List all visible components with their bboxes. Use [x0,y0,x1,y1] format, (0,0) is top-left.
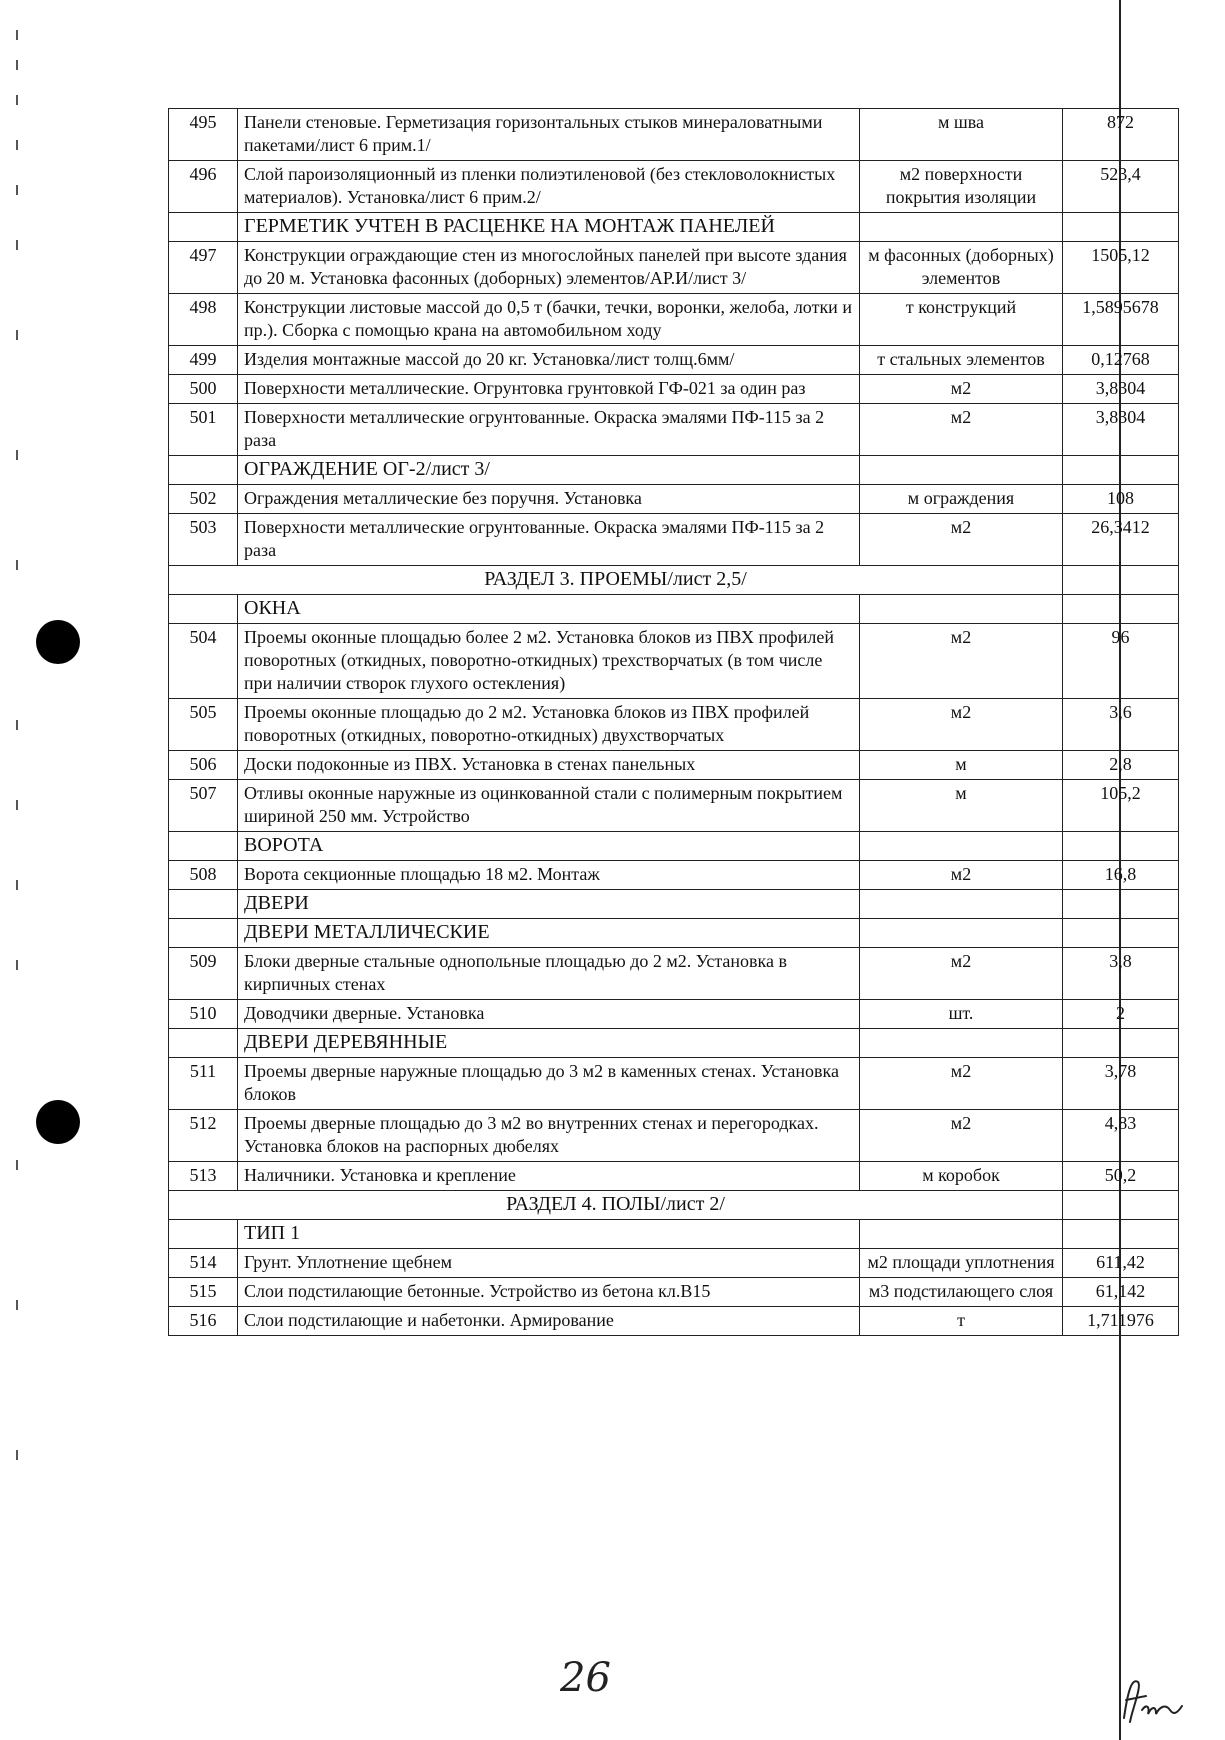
empty-cell [169,595,238,624]
table-row [169,161,1179,213]
item-description: Отливы оконные наружные из оцинкованной стали с полимерным покрытием шириной 250 мм. Устройство [238,780,860,832]
item-number: 501 [169,404,238,456]
item-description: Конструкции листовые массой до 0,5 т (бачки, течки, воронки, желоба, лотки и пр.). Сборка с помощью крана на автомобильном ходу [238,294,860,346]
subheading-text: ОКНА [238,595,860,624]
table-row [169,242,1179,294]
table-row [169,861,1179,890]
item-unit: м2 [860,375,1063,404]
table-row [169,948,1179,1000]
item-description: Слой пароизоляционный из пленки полиэтиленовой (без стекловолокнистых материалов). Установка/лист 6 прим.2/ [238,161,860,213]
empty-cell [169,919,238,948]
item-quantity: 523,4 [1063,161,1179,213]
item-number: 505 [169,699,238,751]
margin-mark [16,1450,18,1460]
empty-cell [860,595,1063,624]
item-number: 500 [169,375,238,404]
empty-cell [860,919,1063,948]
item-description: Грунт. Уплотнение щебнем [238,1249,860,1278]
punch-hole-icon [36,1100,80,1144]
item-description: Проемы оконные площадью до 2 м2. Установка блоков из ПВХ профилей поворотных (откидных, поворотно-откидных) двухстворчатых [238,699,860,751]
empty-cell [1063,1029,1179,1058]
margin-mark [16,140,18,150]
table-row [169,1162,1179,1191]
subheading-text: ТИП 1 [238,1220,860,1249]
margin-mark [16,330,18,340]
item-quantity: 26,3412 [1063,514,1179,566]
item-description: Слои подстилающие и набетонки. Армирование [238,1307,860,1336]
item-number: 512 [169,1110,238,1162]
margin-mark [16,880,18,890]
item-description: Поверхности металлические. Огрунтовка грунтовкой ГФ-021 за один раз [238,375,860,404]
table-row [169,1249,1179,1278]
table-row [169,751,1179,780]
page-number: 26 [560,1655,611,1701]
item-unit: м2 площади уплотнения [860,1249,1063,1278]
item-number: 508 [169,861,238,890]
item-number: 513 [169,1162,238,1191]
margin-mark [16,450,18,460]
margin-mark [16,800,18,810]
empty-cell [860,1029,1063,1058]
empty-cell [169,213,238,242]
subheading-row [169,456,1179,485]
item-unit: м2 [860,514,1063,566]
item-quantity: 3,8304 [1063,404,1179,456]
item-description: Блоки дверные стальные однопольные площадью до 2 м2. Установка в кирпичных стенах [238,948,860,1000]
item-quantity: 2,8 [1063,751,1179,780]
item-quantity: 611,42 [1063,1249,1179,1278]
empty-cell [860,456,1063,485]
item-unit: м фасонных (доборных) элементов [860,242,1063,294]
item-unit: м2 [860,861,1063,890]
table-row [169,109,1179,161]
empty-cell [1063,566,1179,595]
item-quantity: 2 [1063,1000,1179,1029]
item-unit: м2 [860,404,1063,456]
item-number: 516 [169,1307,238,1336]
subheading-row [169,595,1179,624]
margin-mark [16,720,18,730]
table-row [169,485,1179,514]
estimate-table [168,108,1179,1336]
item-number: 514 [169,1249,238,1278]
item-number: 503 [169,514,238,566]
table-row [169,1110,1179,1162]
item-quantity: 3,8 [1063,948,1179,1000]
item-quantity: 50,2 [1063,1162,1179,1191]
subheading-text: ОГРАЖДЕНИЕ ОГ-2/лист 3/ [238,456,860,485]
item-description: Проемы дверные наружные площадью до 3 м2 в каменных стенах. Установка блоков [238,1058,860,1110]
table-row [169,780,1179,832]
table-row [169,1000,1179,1029]
item-number: 502 [169,485,238,514]
item-quantity: 0,12768 [1063,346,1179,375]
punch-hole-icon [36,620,80,664]
item-description: Поверхности металлические огрунтованные. Окраска эмалями ПФ-115 за 2 раза [238,514,860,566]
item-quantity: 3,8304 [1063,375,1179,404]
item-description: Проемы дверные площадью до 3 м2 во внутренних стенах и перегородках. Установка блоков на распорных дюбелях [238,1110,860,1162]
empty-cell [1063,1191,1179,1220]
empty-cell [1063,919,1179,948]
item-unit: т [860,1307,1063,1336]
item-unit: т стальных элементов [860,346,1063,375]
empty-cell [169,1029,238,1058]
table-row [169,1058,1179,1110]
item-unit: м2 [860,699,1063,751]
item-quantity: 872 [1063,109,1179,161]
margin-mark [16,185,18,195]
item-number: 495 [169,109,238,161]
item-unit: шт. [860,1000,1063,1029]
item-description: Ограждения металлические без поручня. Установка [238,485,860,514]
item-description: Изделия монтажные массой до 20 кг. Установка/лист толщ.6мм/ [238,346,860,375]
subheading-text: ВОРОТА [238,832,860,861]
table-row [169,404,1179,456]
empty-cell [1063,890,1179,919]
item-unit: м [860,780,1063,832]
subheading-row [169,1220,1179,1249]
item-number: 504 [169,624,238,699]
item-number: 507 [169,780,238,832]
item-unit: м шва [860,109,1063,161]
empty-cell [860,890,1063,919]
item-number: 497 [169,242,238,294]
empty-cell [1063,832,1179,861]
empty-cell [1063,595,1179,624]
item-description: Доводчики дверные. Установка [238,1000,860,1029]
empty-cell [1063,456,1179,485]
item-unit: м3 подстилающего слоя [860,1278,1063,1307]
item-unit: т конструкций [860,294,1063,346]
item-unit: м2 [860,1110,1063,1162]
item-unit: м коробок [860,1162,1063,1191]
empty-cell [860,1220,1063,1249]
table-row [169,514,1179,566]
empty-cell [1063,1220,1179,1249]
item-quantity: 108 [1063,485,1179,514]
item-quantity: 96 [1063,624,1179,699]
subheading-row [169,213,1179,242]
margin-mark [16,960,18,970]
item-quantity: 3,6 [1063,699,1179,751]
empty-cell [169,1220,238,1249]
margin-mark [16,560,18,570]
item-quantity: 105,2 [1063,780,1179,832]
item-number: 515 [169,1278,238,1307]
empty-cell [169,832,238,861]
item-quantity: 3,78 [1063,1058,1179,1110]
item-unit: м ограждения [860,485,1063,514]
estimate-table-body [169,109,1179,1336]
item-number: 509 [169,948,238,1000]
subheading-text: ДВЕРИ [238,890,860,919]
table-row [169,375,1179,404]
item-number: 506 [169,751,238,780]
item-quantity: 16,8 [1063,861,1179,890]
item-unit: м2 [860,624,1063,699]
empty-cell [860,213,1063,242]
section-row [169,566,1179,595]
item-quantity: 1,5895678 [1063,294,1179,346]
empty-cell [169,456,238,485]
margin-mark [16,240,18,250]
subheading-row [169,1029,1179,1058]
subheading-text: ДВЕРИ МЕТАЛЛИЧЕСКИЕ [238,919,860,948]
item-number: 496 [169,161,238,213]
item-number: 498 [169,294,238,346]
item-quantity: 61,142 [1063,1278,1179,1307]
table-row [169,699,1179,751]
item-description: Ворота секционные площадью 18 м2. Монтаж [238,861,860,890]
margin-mark [16,30,18,40]
table-row [169,1278,1179,1307]
subheading-row [169,832,1179,861]
subheading-row [169,919,1179,948]
empty-cell [1063,213,1179,242]
subheading-row [169,890,1179,919]
item-description: Доски подоконные из ПВХ. Установка в стенах панельных [238,751,860,780]
item-description: Слои подстилающие бетонные. Устройство из бетона кл.В15 [238,1278,860,1307]
item-description: Наличники. Установка и крепление [238,1162,860,1191]
item-quantity: 4,83 [1063,1110,1179,1162]
table-row [169,624,1179,699]
handwritten-signature-icon [1118,1660,1188,1730]
item-unit: м2 [860,948,1063,1000]
empty-cell [169,890,238,919]
item-number: 511 [169,1058,238,1110]
item-unit: м2 поверхности покрытия изоляции [860,161,1063,213]
margin-mark [16,1160,18,1170]
margin-mark [16,95,18,105]
item-number: 499 [169,346,238,375]
item-description: Панели стеновые. Герметизация горизонтальных стыков минераловатными пакетами/лист 6 прим.1/ [238,109,860,161]
subheading-text: ДВЕРИ ДЕРЕВЯННЫЕ [238,1029,860,1058]
section-row [169,1191,1179,1220]
item-quantity: 1,711976 [1063,1307,1179,1336]
empty-cell [860,832,1063,861]
item-description: Проемы оконные площадью более 2 м2. Установка блоков из ПВХ профилей поворотных (откидных, поворотно-откидных) трехстворчатых (в том числе при наличии створок глухого остекления) [238,624,860,699]
section-title: РАЗДЕЛ 4. ПОЛЫ/лист 2/ [169,1191,1063,1220]
subheading-text: ГЕРМЕТИК УЧТЕН В РАСЦЕНКЕ НА МОНТАЖ ПАНЕЛЕЙ [238,213,860,242]
margin-mark [16,60,18,70]
item-description: Поверхности металлические огрунтованные. Окраска эмалями ПФ-115 за 2 раза [238,404,860,456]
item-unit: м2 [860,1058,1063,1110]
item-number: 510 [169,1000,238,1029]
margin-mark [16,1300,18,1310]
section-title: РАЗДЕЛ 3. ПРОЕМЫ/лист 2,5/ [169,566,1063,595]
item-unit: м [860,751,1063,780]
item-quantity: 1505,12 [1063,242,1179,294]
item-description: Конструкции ограждающие стен из многослойных панелей при высоте здания до 20 м. Установка фасонных (доборных) элементов/АР.И/лист 3/ [238,242,860,294]
table-row [169,1307,1179,1336]
table-row [169,294,1179,346]
table-row [169,346,1179,375]
